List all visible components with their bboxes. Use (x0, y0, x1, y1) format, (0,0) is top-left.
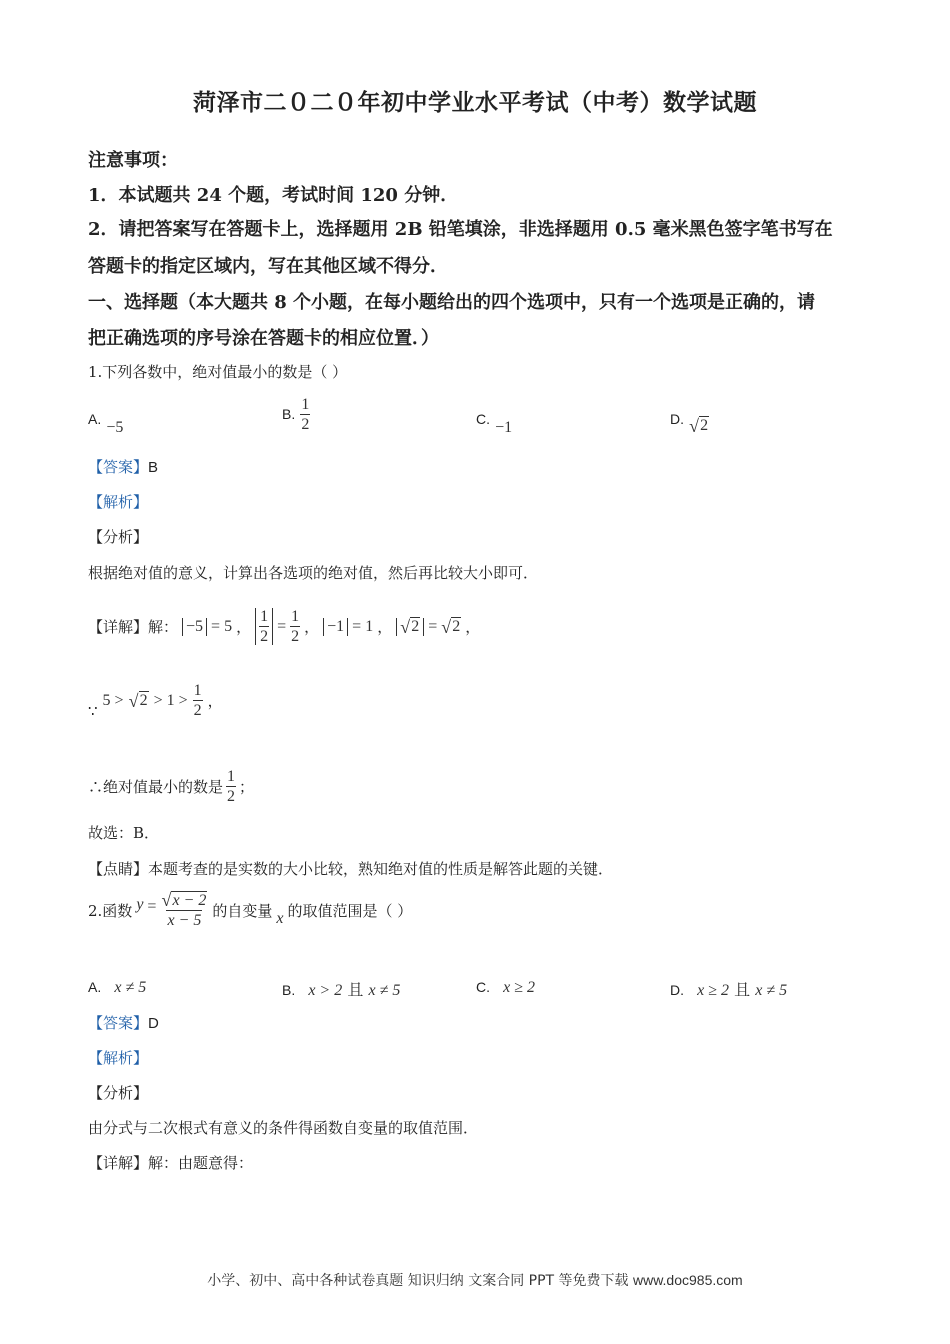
variable-x: x (276, 909, 284, 927)
section-heading-line2: 把正确选项的序号涂在答题卡的相应位置．） (88, 328, 439, 349)
radical-sign: √ (689, 416, 699, 436)
numerator (160, 892, 208, 910)
inequality-mid: > 1 > (153, 691, 188, 709)
option-letter: A. (88, 979, 102, 995)
q1-option-d (670, 409, 709, 436)
radicand: 2 (411, 617, 420, 635)
option-letter: D. (670, 411, 684, 427)
q1-answer-line (88, 456, 158, 477)
detail-text: 由题意得： (178, 1154, 254, 1172)
question-2-stem (88, 892, 412, 929)
q2-option-d (670, 977, 787, 1000)
q1-choose: 故选：B． (88, 824, 160, 842)
conjunction: 且 (734, 982, 751, 999)
q1-dianjing-line (88, 858, 613, 879)
separator: ， (207, 692, 223, 710)
sqrt-expression (689, 417, 709, 435)
stem-mid: 的自变量 (212, 902, 273, 920)
q1-because-line (88, 682, 223, 719)
radical-sign: √ (400, 616, 411, 637)
q2-jiexi-tag: 【解析】 (88, 1049, 149, 1067)
radicand: 2 (452, 617, 461, 635)
option-letter: C. (476, 411, 490, 427)
function-y: y (136, 895, 144, 913)
sqrt-expression (161, 892, 207, 909)
equals-sign: = (428, 617, 438, 635)
footer-url[interactable]: www.doc985.com (632, 1272, 743, 1288)
sqrt-expression (400, 618, 420, 636)
fraction (226, 768, 236, 805)
option-value: x ≠ 5 (114, 979, 147, 996)
numerator: 1 (301, 396, 310, 413)
numerator: 1 (227, 768, 236, 785)
equals-result: = 1 (352, 617, 374, 635)
q1-fenxi-text: 根据绝对值的意义，计算出各选项的绝对值，然后再比较大小即可． (88, 564, 539, 582)
notice-item-2-line1: 2．请把答案写在答题卡上，选择题用 2B 铅笔填涂，非选择题用 0.5 毫米黑色签字笔书写在 (88, 219, 833, 240)
q1-therefore-line (88, 768, 254, 805)
abs-fraction (255, 608, 273, 645)
inequality-lhs: 5 > (102, 691, 124, 709)
option-value-b: x ≠ 5 (755, 982, 788, 999)
detail-tag: 【详解】解： (88, 1154, 179, 1172)
denominator: 2 (291, 628, 300, 645)
radicand: x − 2 (172, 892, 207, 909)
function-fraction (160, 892, 208, 929)
denominator: 2 (260, 628, 269, 645)
notice-heading: 注意事项： (88, 150, 178, 171)
option-value: x ≥ 2 (503, 979, 535, 996)
abs-expression: −1 (323, 618, 348, 636)
q2-option-b (282, 977, 400, 1000)
option-value: −5 (106, 419, 124, 436)
fraction (193, 682, 203, 719)
radical-sign: √ (161, 890, 172, 910)
question-1-stem: 1.下列各数中，绝对值最小的数是（ ） (88, 363, 348, 381)
radical-sign: √ (128, 690, 139, 711)
equals-sign: = (277, 617, 287, 635)
therefore-text: ∴绝对值最小的数是 (88, 778, 224, 796)
answer-tag: 【答案】 (88, 458, 149, 476)
separator: ， (304, 618, 320, 636)
q2-detail-line (88, 1152, 253, 1173)
numerator: 1 (291, 608, 300, 625)
notice-item-2-line2: 答题卡的指定区域内，写在其他区域不得分． (88, 256, 448, 277)
numerator: 1 (193, 682, 202, 699)
q2-option-c (476, 977, 535, 997)
abs-expression: −5 (182, 618, 207, 636)
q2-option-a (88, 977, 146, 997)
q1-fenxi-tag: 【分析】 (88, 528, 149, 546)
option-letter: D. (670, 982, 684, 998)
option-letter: B. (282, 406, 296, 422)
sqrt-expression (441, 618, 461, 636)
q1-option-c (476, 409, 513, 436)
numerator: 1 (260, 608, 269, 625)
option-letter: C. (476, 979, 490, 995)
dianjing-tag: 【点睛】 (88, 860, 149, 878)
denominator: 2 (193, 702, 202, 719)
because-symbol: ∵ (88, 701, 98, 720)
q1-jiexi-tag: 【解析】 (88, 493, 149, 511)
separator: ， (236, 618, 252, 636)
page-footer (0, 1270, 950, 1290)
stem-suffix: 的取值范围是（ ） (287, 902, 413, 920)
dianjing-text: 本题考查的是实数的大小比较，熟知绝对值的性质是解答此题的关键． (148, 860, 614, 878)
separator: ， (465, 618, 481, 636)
radicand: 2 (700, 417, 709, 434)
notice-item-1: 1．本试题共 24 个题，考试时间 120 分钟． (88, 185, 459, 206)
equals-sign: = (147, 897, 157, 915)
equals-result: = 5 (211, 617, 233, 635)
page-title: 菏泽市二０二０年初中学业水平考试（中考）数学试题 (193, 89, 757, 116)
answer-value: B (148, 459, 159, 476)
fraction (259, 608, 269, 645)
radical-sign: √ (441, 616, 452, 637)
option-letter: A. (88, 411, 102, 427)
stem-prefix: 2.函数 (88, 902, 133, 920)
denominator: 2 (227, 788, 236, 805)
q1-option-b (282, 396, 310, 433)
detail-tag: 【详解】解： (88, 618, 179, 636)
q1-detail-line (88, 608, 480, 645)
fraction (300, 396, 310, 433)
denominator: x − 5 (167, 912, 202, 929)
option-letter: B. (282, 982, 296, 998)
answer-value: D (148, 1015, 159, 1032)
radicand: 2 (139, 691, 148, 709)
conjunction: 且 (347, 982, 364, 999)
sqrt-expression (129, 692, 149, 710)
q2-answer-line (88, 1012, 159, 1033)
separator: ； (239, 778, 255, 796)
option-value-a: x ≥ 2 (697, 982, 729, 999)
fraction (290, 608, 300, 645)
denominator: 2 (301, 416, 310, 433)
answer-tag: 【答案】 (88, 1014, 149, 1032)
option-value-a: x > 2 (308, 982, 343, 999)
q2-fenxi-text: 由分式与二次根式有意义的条件得函数自变量的取值范围． (88, 1119, 479, 1137)
separator: ， (377, 618, 393, 636)
section-heading-line1: 一、选择题（本大题共 8 个小题，在每小题给出的四个选项中，只有一个选项是正确的，请 (88, 292, 816, 313)
option-value: −1 (495, 419, 513, 436)
option-value-b: x ≠ 5 (368, 982, 401, 999)
footer-text: 小学、初中、高中各种试卷真题 知识归纳 文案合同 PPT 等免费下载 (207, 1273, 633, 1289)
q1-option-a (88, 409, 124, 436)
abs-sqrt (396, 618, 424, 636)
q2-fenxi-tag: 【分析】 (88, 1084, 149, 1102)
